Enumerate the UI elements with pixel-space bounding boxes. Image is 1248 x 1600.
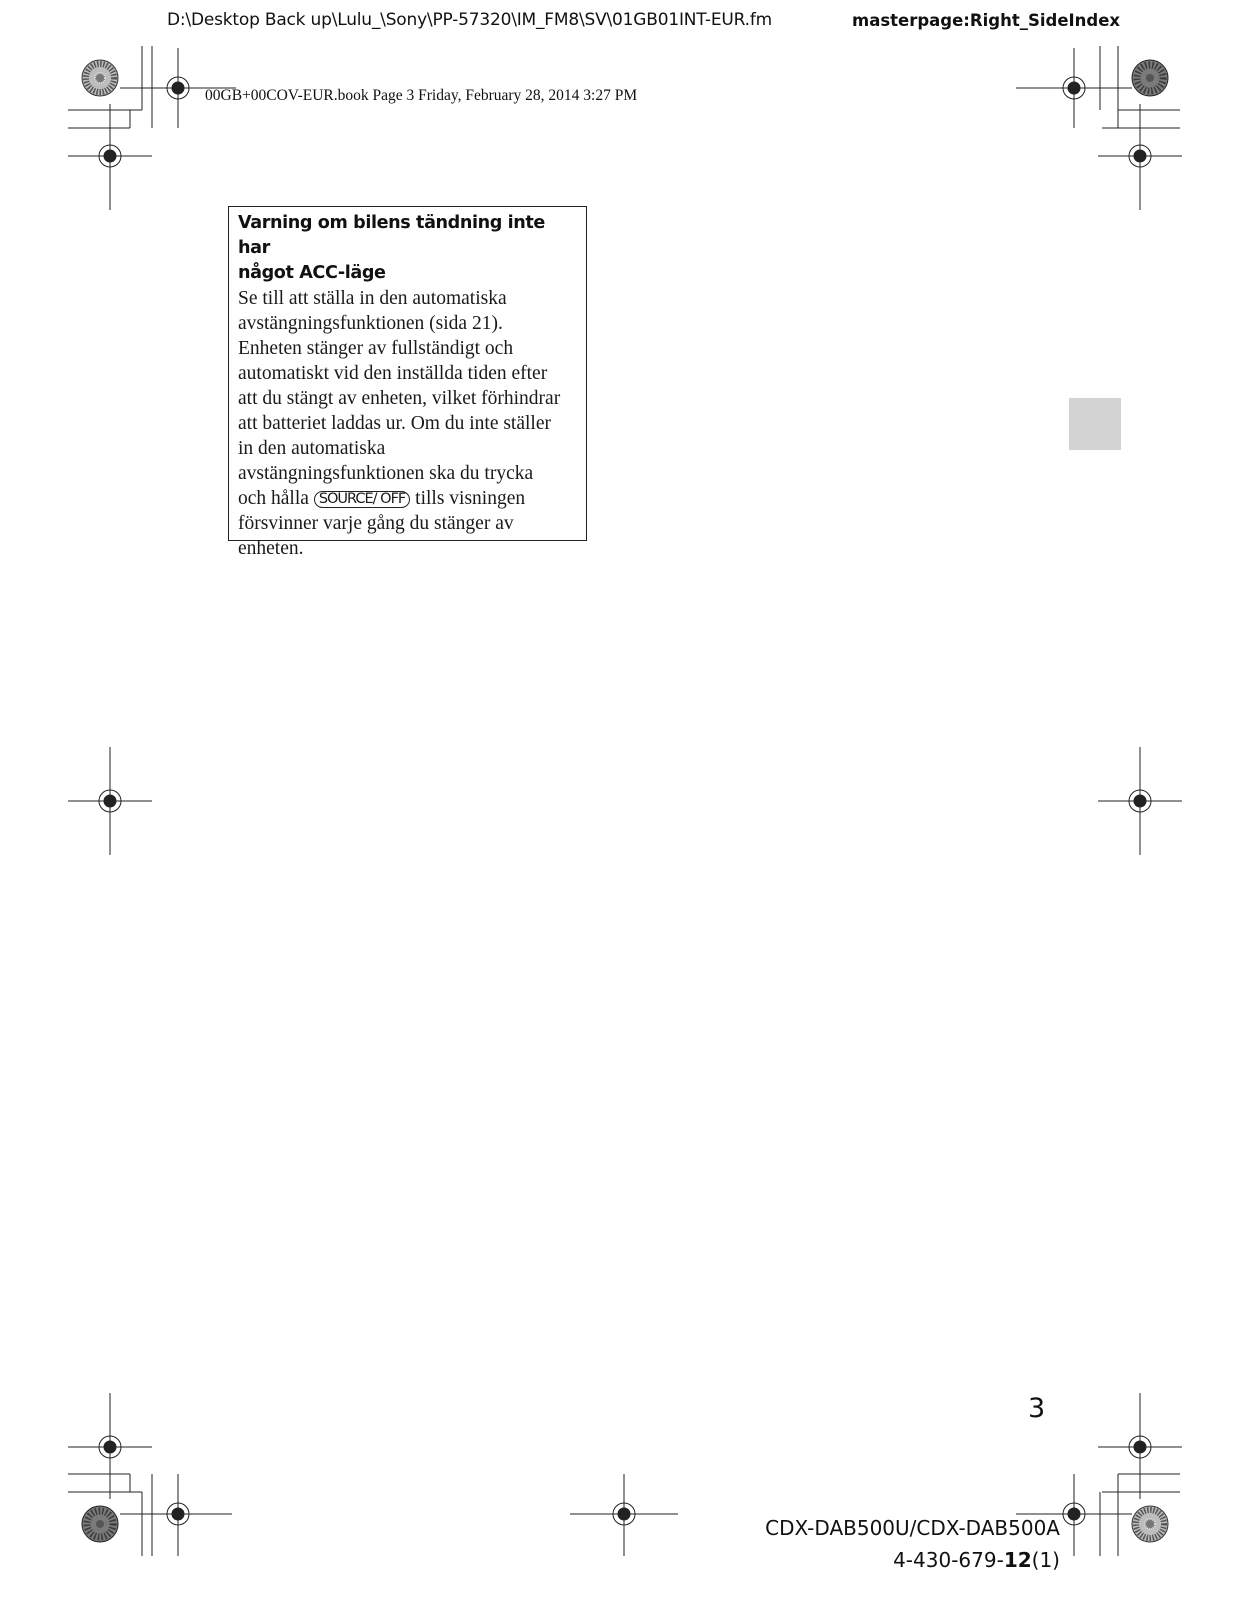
starburst-mark-tr — [1132, 60, 1168, 96]
warning-title-line: Varning om bilens tändning inte har — [238, 213, 545, 258]
warning-body-line: enheten. — [238, 538, 304, 559]
key-line-after: tills visningen — [415, 488, 526, 509]
registration-mark — [1098, 1393, 1182, 1499]
warning-body-line: avstängningsfunktionen (sida 21). — [238, 313, 503, 334]
warning-body-line: försvinner varje gång du stänger av — [238, 513, 514, 534]
warning-body-line: Enheten stänger av fullständigt och — [238, 338, 514, 359]
registration-mark — [120, 1474, 232, 1556]
source-off-key-icon: SOURCE/ OFF — [314, 491, 410, 508]
registration-mark — [1098, 104, 1182, 210]
warning-body-line: automatiskt vid den inställda tiden efter — [238, 363, 548, 384]
book-info-line: 00GB+00COV-EUR.book Page 3 Friday, February 28, 2014 3:27 PM — [205, 87, 638, 104]
registration-mark — [1098, 747, 1182, 855]
part-number-suffix: (1) — [1031, 1548, 1060, 1572]
key-line-before: och hålla — [238, 488, 309, 509]
file-path-header: D:\Desktop Back up\Lulu_\Sony\PP-57320\IM_FM8\SV\01GB01INT-EUR.fm — [167, 10, 772, 30]
registration-mark — [68, 747, 152, 855]
warning-body-line: Se till att ställa in den automatiska — [238, 288, 507, 309]
warning-key-line — [238, 486, 577, 511]
warning-box — [228, 206, 587, 559]
warning-body — [238, 286, 577, 561]
masterpage-label: masterpage:Right_SideIndex — [852, 11, 1121, 30]
starburst-mark-br — [1132, 1506, 1168, 1542]
warning-body-line: att batteriet laddas ur. Om du inte ställer — [238, 413, 551, 434]
warning-body-line: in den automatiska — [238, 438, 386, 459]
starburst-mark-bl — [82, 1506, 118, 1542]
registration-mark — [1016, 48, 1132, 128]
side-index-tab — [1069, 398, 1121, 450]
registration-mark — [1016, 1474, 1132, 1556]
warning-body-line: att du stängt av enheten, vilket förhindrar — [238, 388, 561, 409]
part-number — [893, 1548, 1060, 1572]
model-number: CDX-DAB500U/CDX-DAB500A — [765, 1516, 1060, 1540]
warning-title — [238, 211, 577, 286]
starburst-mark-tl — [82, 60, 118, 96]
registration-mark — [68, 1393, 152, 1499]
part-number-prefix: 4-430-679- — [893, 1548, 1004, 1572]
page-number: 3 — [1028, 1393, 1046, 1424]
warning-body-line: avstängningsfunktionen ska du trycka — [238, 463, 534, 484]
registration-mark — [68, 104, 152, 210]
warning-title-line: något ACC-läge — [238, 263, 386, 283]
part-number-bold: 12 — [1003, 1548, 1032, 1572]
registration-mark — [570, 1474, 678, 1556]
